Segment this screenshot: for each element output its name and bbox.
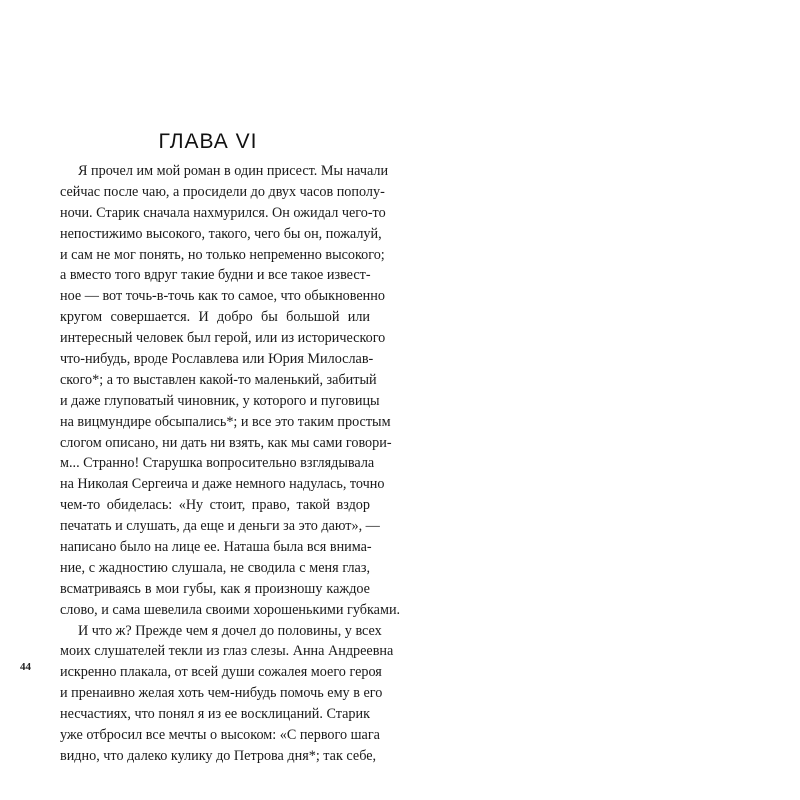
text-line: И что ж? Прежде чем я дочел до половины, у всех — [78, 622, 382, 639]
text-line: и сам не мог понять, но только непременно высокого; — [60, 246, 385, 263]
text-line: печатать и слушать, да еще и деньги за это дают», — — [60, 518, 380, 535]
text-line: и даже глуповатый чиновник, у которого и пуговицы — [60, 392, 380, 409]
text-line: интересный человек был герой, или из исторического — [60, 330, 386, 347]
text-line: написано было на лице ее. Наташа была вся внима- — [60, 539, 372, 556]
text-line: на Николая Сергеича и даже немного надулась, точно — [60, 476, 385, 493]
text-line: уже отбросил все мечты о высоком: «С первого шага — [60, 727, 380, 744]
text-line: кругом совершается. И добро бы большой или — [60, 309, 370, 326]
page-number: 44 — [20, 661, 31, 673]
right-page — [400, 0, 800, 800]
text-line: что-нибудь, вроде Рославлева или Юрия Милослав- — [60, 351, 374, 368]
body-text — [60, 161, 401, 767]
text-line: м... Странно! Старушка вопросительно взглядывала — [60, 455, 375, 472]
text-line: непостижимо высокого, такого, чего бы он, пожалуй, — [60, 225, 382, 242]
text-line: на вицмундире обсыпались*; и все это таким простым — [60, 413, 391, 430]
text-line: ночи. Старик сначала нахмурился. Он ожидал чего-то — [60, 204, 386, 221]
text-line: чем-то обиделась: «Ну стоит, право, такой вздор — [60, 497, 370, 514]
text-line: моих слушателей текли из глаз слезы. Анна Андреевна — [60, 643, 394, 660]
text-line: сейчас после чаю, а просидели до двух часов пополу- — [60, 183, 385, 200]
text-line: искренно плакала, от всей души сожалея моего героя — [60, 664, 382, 681]
text-line: несчастиях, что понял я из ее восклицаний. Старик — [60, 706, 370, 723]
chapter-title: ГЛАВА VI — [158, 130, 258, 153]
text-line: всматриваясь в мои губы, как я произношу каждое — [60, 580, 370, 597]
text-line: видно, что далеко кулику до Петрова дня*; так себе, — [60, 747, 377, 764]
text-line: а вместо того вдруг такие будни и все такое извест- — [60, 267, 371, 284]
text-line: ского*; а то выставлен какой-то маленький, забитый — [60, 371, 377, 388]
text-line: ное — вот точь-в-точь как то самое, что обыкновенно — [60, 288, 385, 305]
text-line: слогом описано, ни дать ни взять, как мы сами говори- — [60, 434, 392, 451]
text-line: и пренаивно желая хоть чем-нибудь помочь ему в его — [60, 685, 383, 702]
text-line: слово, и сама шевелила своими хорошенькими губками. — [60, 601, 401, 618]
text-line: Я прочел им мой роман в один присест. Мы начали — [78, 163, 389, 179]
text-line: ние, с жадностию слушала, не сводила с меня глаз, — [60, 559, 370, 576]
